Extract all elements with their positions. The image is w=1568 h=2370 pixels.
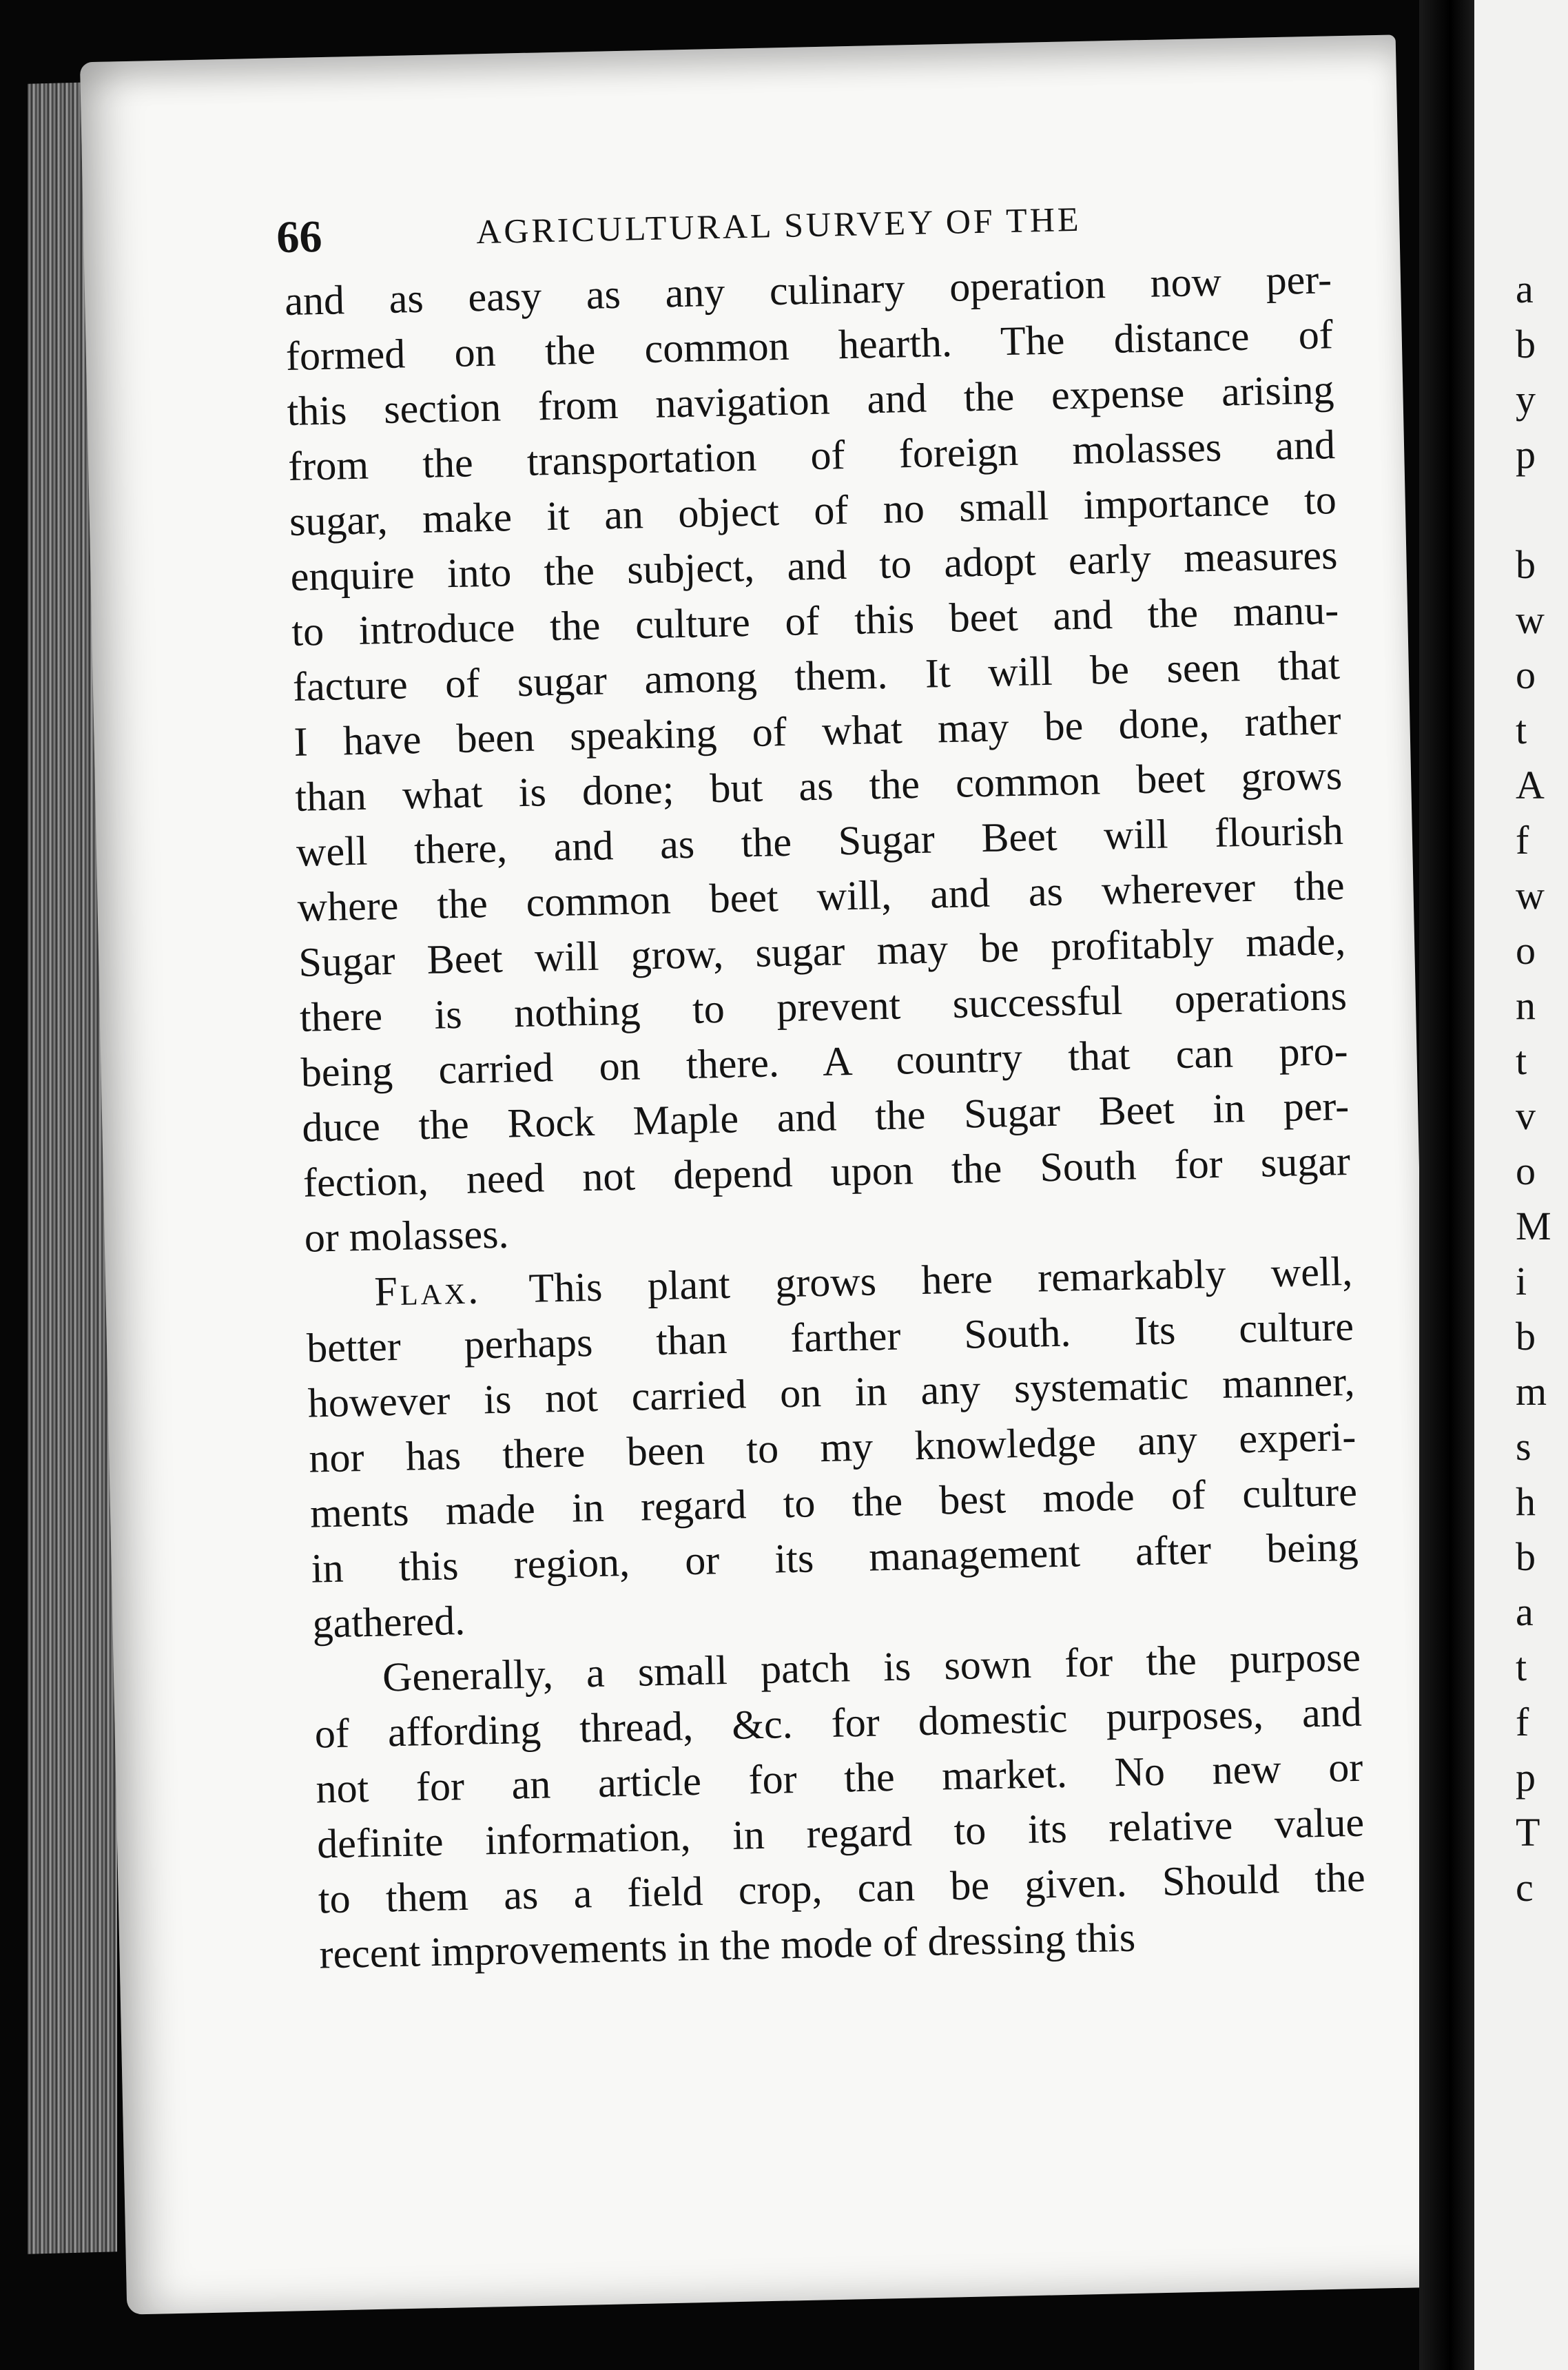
text-line: sugar, make it an object of no small importance to	[289, 477, 1337, 544]
text-line: I have been speaking of what may be done, rather	[293, 697, 1342, 765]
flax-heading: Flax.	[373, 1265, 530, 1315]
paragraph-generally	[313, 1629, 1367, 1982]
facing-fragment: b	[1516, 1314, 1536, 1359]
text-line: than what is done; but as the common beet grows	[294, 752, 1343, 820]
text-line: being carried on there. A country that can pro-	[300, 1027, 1349, 1095]
facing-fragment: s	[1516, 1424, 1531, 1469]
text-line: there is nothing to prevent successful operations	[299, 972, 1348, 1040]
facing-fragment: i	[1516, 1259, 1527, 1304]
facing-fragment: b	[1516, 322, 1536, 367]
facing-fragment: a	[1516, 267, 1534, 311]
facing-fragment: p	[1516, 1755, 1536, 1800]
text-line: in this region, or its management after being	[311, 1523, 1359, 1591]
facing-fragment: w	[1516, 597, 1545, 642]
body-text	[188, 251, 1368, 1983]
facing-fragment: c	[1516, 1865, 1534, 1910]
text-line: enquire into the subject, and to adopt early measures	[290, 532, 1339, 599]
page-number: 66	[276, 211, 323, 263]
facing-fragment: m	[1516, 1369, 1547, 1414]
text-line: recent improvements in the mode of dressing this	[318, 1914, 1136, 1977]
running-title: AGRICULTURAL SURVEY OF THE	[475, 199, 1082, 251]
page-text-block	[186, 169, 1367, 1983]
text-line: not for an article for the market. No new or	[315, 1744, 1363, 1812]
text-line: fection, need not depend upon the South for sugar	[302, 1137, 1351, 1206]
text-line: facture of sugar among them. It will be seen that	[292, 642, 1341, 710]
facing-fragment: n	[1516, 983, 1536, 1028]
facing-fragment: o	[1516, 652, 1536, 697]
text-line: Flax. This plant grows here remarkably well,	[373, 1248, 1353, 1315]
text-line: however is not carried on in any systematic manner,	[307, 1358, 1356, 1426]
text-line: ments made in regard to the best mode of culture	[309, 1468, 1358, 1536]
facing-page-text	[1516, 262, 1551, 1915]
text-line: to introduce the culture of this beet and the manu-	[291, 587, 1339, 655]
text-line: or molasses.	[304, 1210, 510, 1261]
facing-fragment	[1516, 482, 1551, 537]
text-line: nor has there been to my knowledge any experi-	[308, 1413, 1356, 1481]
text-line: gathered.	[311, 1597, 466, 1647]
facing-fragment: y	[1516, 377, 1536, 422]
facing-fragment: t	[1516, 1645, 1527, 1689]
text-line: and as easy as any culinary operation now per-	[284, 256, 1332, 324]
facing-fragment: p	[1516, 432, 1536, 477]
text-line: this section from navigation and the expense arising	[286, 367, 1335, 434]
facing-fragment: o	[1516, 1148, 1536, 1193]
facing-fragment: T	[1516, 1810, 1540, 1855]
text-line: definite information, in regard to its relative value	[316, 1799, 1365, 1867]
facing-fragment: w	[1516, 873, 1545, 918]
facing-fragment: t	[1516, 708, 1527, 752]
facing-fragment: A	[1516, 763, 1545, 807]
facing-fragment: f	[1516, 1700, 1529, 1744]
text-line: where the common beet will, and as wherever the	[297, 863, 1345, 930]
facing-fragment: b	[1516, 1534, 1536, 1579]
facing-fragment: a	[1516, 1589, 1534, 1634]
book-gutter	[1419, 0, 1481, 2370]
text-line: of affording thread, &c. for domestic purposes, and	[314, 1689, 1363, 1757]
text-line: Sugar Beet will grow, sugar may be profitably made,	[298, 917, 1346, 985]
facing-fragment: M	[1516, 1204, 1551, 1248]
facing-fragment: b	[1516, 542, 1536, 587]
text-line: to them as a field crop, can be given. Should the	[318, 1854, 1366, 1922]
facing-fragment: f	[1516, 818, 1529, 863]
facing-fragment: t	[1516, 1038, 1527, 1083]
text-line: duce the Rock Maple and the Sugar Beet in per-	[301, 1082, 1350, 1151]
text-line: well there, and as the Sugar Beet will flourish	[296, 807, 1344, 875]
paragraph-flax	[305, 1244, 1360, 1651]
text-line: formed on the common hearth. The distance of	[285, 311, 1334, 380]
text-line: better perhaps than farther South. Its culture	[306, 1303, 1354, 1371]
text-line: Generally, a small patch is sown for the purpose	[382, 1634, 1361, 1700]
facing-fragment: h	[1516, 1479, 1536, 1524]
text-line: from the transportation of foreign molasses and	[287, 422, 1336, 489]
facing-fragment: o	[1516, 928, 1536, 973]
facing-fragment: v	[1516, 1093, 1536, 1138]
paragraph-sugar-beet	[284, 251, 1352, 1266]
